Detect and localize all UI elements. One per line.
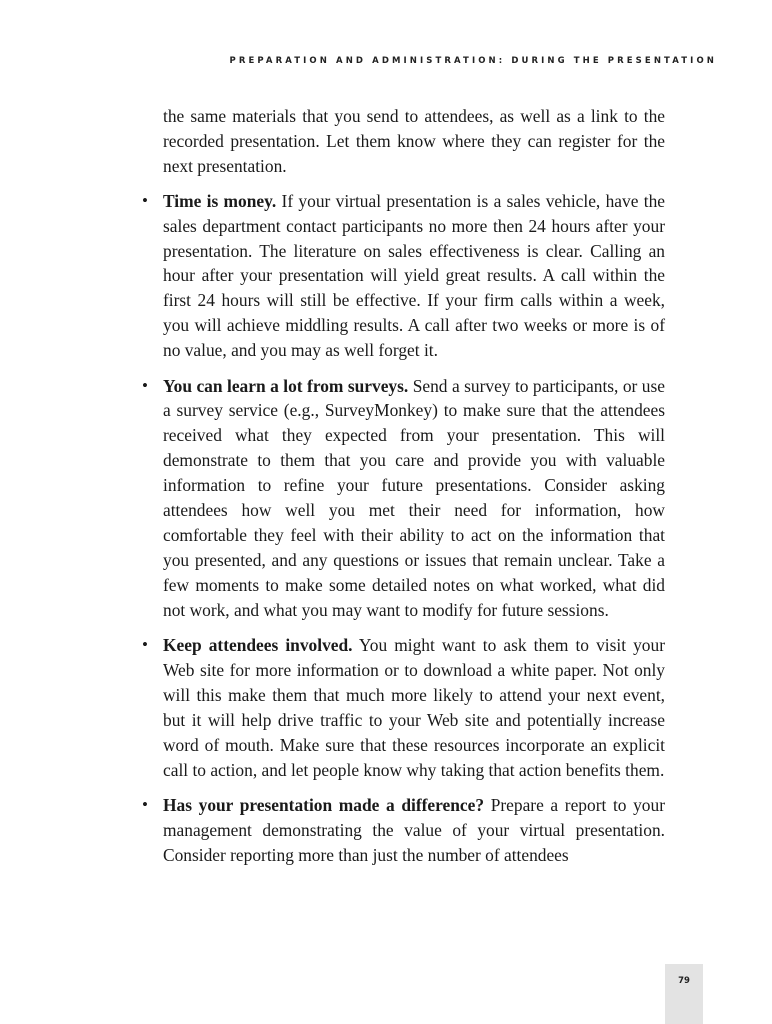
bullet-item-time-is-money — [163, 189, 665, 363]
bullet-text: Send a survey to participants, or use a survey service (e.g., SurveyMonkey) to make sure that the attendees received what they expected from your presentation. This will demonstrate to them that you care and provide you with valuable information to refine your future presentations. Consider asking attendees how well you met their need for information, how comfortable they feel with their ability to act on the information that you presented, and any questions or issues that remain unclear. Take a few moments to make some detailed notes on what worked, what did not work, and what you may want to modify for future sessions. — [163, 375, 665, 620]
bullet-list — [163, 189, 665, 868]
bullet-lead: Has your presentation made a difference? — [163, 795, 485, 816]
bullet-item-keep-involved — [163, 633, 665, 782]
bullet-item-surveys — [163, 374, 665, 623]
continuation-paragraph: the same materials that you send to attendees, as well as a link to the recorded presentation. Let them know where they can register for the next presentation. — [163, 106, 665, 176]
page-number: 79 — [678, 976, 690, 986]
page-number-tab — [665, 964, 703, 1024]
bullet-text: If your virtual presentation is a sales vehicle, have the sales department contact participants no more then 24 hours after your presentation. The literature on sales effectiveness is clear. Calling an hour after your presentation will yield great results. A call within the first 24 hours will still be effective. If your firm calls within a week, you will achieve middling results. A call after two weeks or more is of no value, and you may as well forget it. — [163, 190, 665, 361]
bullet-item-made-a-difference — [163, 793, 665, 868]
bullet-text: Prepare a report to your management demonstrating the value of your virtual presentation. Consider reporting more than just the number of attendees — [163, 795, 665, 865]
body-text — [163, 104, 665, 878]
running-head: PREPARATION AND ADMINISTRATION: DURING THE PRESENTATION — [229, 56, 717, 66]
bullet-lead: You can learn a lot from surveys. — [163, 375, 409, 396]
bullet-lead: Keep attendees involved. — [163, 635, 353, 656]
bullet-text: You might want to ask them to visit your Web site for more information or to download a white paper. Not only will this make them that much more likely to attend your next event, but it will help drive traffic to your Web site and potentially increase word of mouth. Make sure that these resources incorporate an explicit call to action, and let people know why taking that action benefits them. — [163, 635, 665, 780]
bullet-lead: Time is money. — [163, 190, 277, 211]
